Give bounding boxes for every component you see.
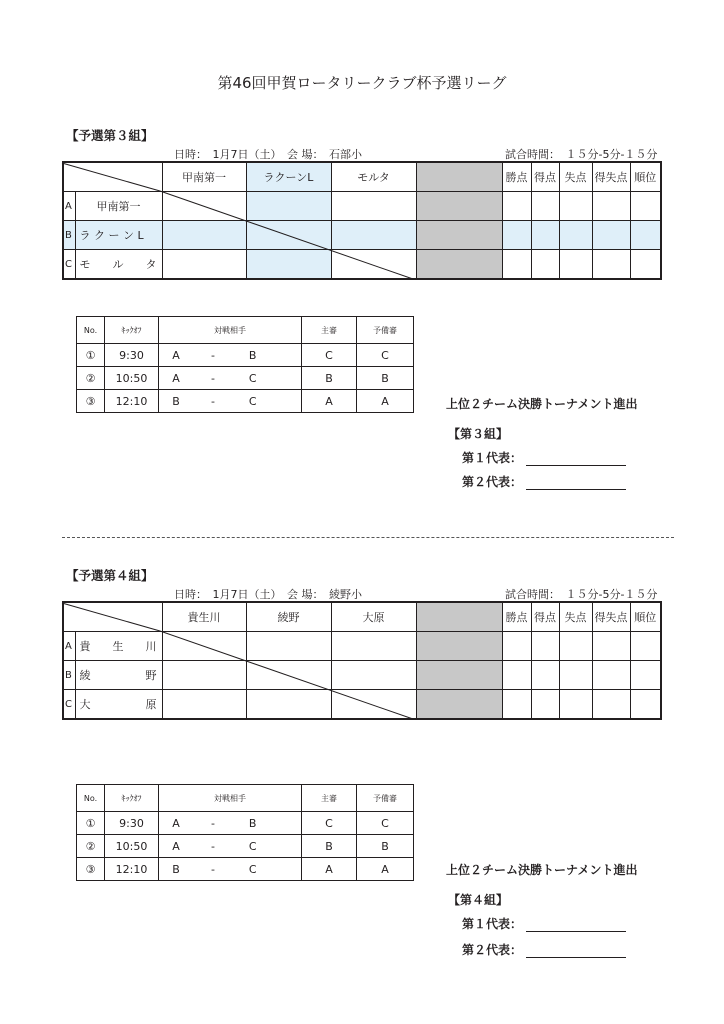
stat-cell xyxy=(502,661,531,690)
result-cell xyxy=(246,250,331,280)
result-cell xyxy=(246,690,331,720)
stat-cell xyxy=(559,250,592,280)
row-team-name: ラ ク ー ン L xyxy=(75,221,162,250)
col-header-goals-for: 得点 xyxy=(531,602,559,632)
home-team: A xyxy=(172,371,180,385)
row-team-name: 綾 野 xyxy=(75,661,162,690)
row-team-name: 貴 生 川 xyxy=(75,632,162,661)
match-dash: - xyxy=(210,371,215,385)
stat-cell xyxy=(559,690,592,720)
match-no: ① xyxy=(77,344,105,367)
match-dash: - xyxy=(210,394,215,408)
col-header-team-c: モルタ xyxy=(331,162,416,192)
match-dash: - xyxy=(210,862,215,876)
stat-cell xyxy=(502,192,531,221)
home-team: B xyxy=(172,862,180,876)
stat-cell xyxy=(531,632,559,661)
match-dash: - xyxy=(210,348,215,362)
kickoff-time: 12:10 xyxy=(105,390,159,413)
result-cell xyxy=(162,221,246,250)
stat-cell xyxy=(630,632,661,661)
group3-match-time: 試合時間： １５分-5分-１５分 xyxy=(505,148,658,161)
sub-referee: C xyxy=(357,812,414,835)
referee: A xyxy=(302,858,357,881)
away-team: B xyxy=(248,348,257,362)
group4-title: 【予選第４組】 xyxy=(66,568,154,583)
sub-referee: B xyxy=(357,367,414,390)
match-pair xyxy=(159,367,302,390)
sub-referee: B xyxy=(357,835,414,858)
rep2-blank-line[interactable] xyxy=(526,477,626,490)
match-pair xyxy=(159,390,302,413)
result-cell xyxy=(246,192,331,221)
stat-cell xyxy=(502,221,531,250)
row-team-name: モ ル タ xyxy=(75,250,162,280)
result-cell xyxy=(331,192,416,221)
col-header-rank: 順位 xyxy=(630,602,661,632)
group4-match-time: 試合時間： １５分-5分-１５分 xyxy=(505,588,658,601)
stat-cell xyxy=(592,690,630,720)
result-cell xyxy=(246,221,331,250)
kickoff-time: 10:50 xyxy=(105,835,159,858)
stat-cell xyxy=(559,221,592,250)
stat-cell xyxy=(559,632,592,661)
header-sub-referee: 予備審 xyxy=(357,317,414,344)
blank-cell xyxy=(416,632,502,661)
header-referee: 主審 xyxy=(302,785,357,812)
col-header-goal-diff: 得失点 xyxy=(592,162,630,192)
rep1-blank-line[interactable] xyxy=(526,919,626,932)
page-title: 第46回甲賀ロータリークラブ杯予選リーグ xyxy=(217,74,507,92)
result-cell xyxy=(162,632,246,661)
row-team-name: 大 原 xyxy=(75,690,162,720)
referee: C xyxy=(302,344,357,367)
header-match: 対戦相手 xyxy=(159,317,302,344)
stat-cell xyxy=(531,690,559,720)
stat-cell xyxy=(502,690,531,720)
result-cell xyxy=(162,690,246,720)
stat-cell xyxy=(592,661,630,690)
col-header-rank: 順位 xyxy=(630,162,661,192)
stat-cell xyxy=(592,192,630,221)
home-team: B xyxy=(172,394,180,408)
col-header-team-b: ラクーンL xyxy=(246,162,331,192)
sub-referee: A xyxy=(357,858,414,881)
kickoff-time: 12:10 xyxy=(105,858,159,881)
result-cell xyxy=(162,661,246,690)
stat-cell xyxy=(630,690,661,720)
referee: C xyxy=(302,812,357,835)
col-header-win-points: 勝点 xyxy=(502,162,531,192)
blank-cell xyxy=(416,250,502,280)
stat-cell xyxy=(592,632,630,661)
away-team: C xyxy=(248,839,257,853)
result-cell xyxy=(162,192,246,221)
stat-cell xyxy=(630,250,661,280)
group4-rep1 xyxy=(462,915,626,932)
rep2-label: 第２代表： xyxy=(462,943,523,957)
match-pair xyxy=(159,858,302,881)
rep1-blank-line[interactable] xyxy=(526,453,626,466)
home-team: A xyxy=(172,839,180,853)
row-letter: C xyxy=(63,690,75,720)
stat-cell xyxy=(531,221,559,250)
stat-cell xyxy=(630,661,661,690)
away-team: C xyxy=(248,371,257,385)
rep2-blank-line[interactable] xyxy=(526,945,626,958)
col-header-goals-against: 失点 xyxy=(559,602,592,632)
col-header-win-points: 勝点 xyxy=(502,602,531,632)
group3-label: 【第３組】 xyxy=(448,427,509,441)
match-dash: - xyxy=(210,839,215,853)
header-no: No. xyxy=(77,785,105,812)
result-cell xyxy=(331,250,416,280)
group3-advance-note: 上位２チーム決勝トーナメント進出 xyxy=(446,397,638,411)
header-sub-referee: 予備審 xyxy=(357,785,414,812)
row-letter: B xyxy=(63,661,75,690)
match-no: ③ xyxy=(77,858,105,881)
col-header-team-b: 綾野 xyxy=(246,602,331,632)
match-dash: - xyxy=(210,816,215,830)
col-header-team-a: 甲南第一 xyxy=(162,162,246,192)
rep1-label: 第１代表： xyxy=(462,451,523,465)
match-no: ② xyxy=(77,367,105,390)
match-no: ③ xyxy=(77,390,105,413)
blank-cell xyxy=(416,690,502,720)
header-kickoff: ｷｯｸｵﾌ xyxy=(105,785,159,812)
stat-cell xyxy=(502,250,531,280)
col-header-goals-for: 得点 xyxy=(531,162,559,192)
result-cell xyxy=(246,632,331,661)
blank-column xyxy=(416,162,502,192)
group4-rep2 xyxy=(462,941,626,958)
group4-schedule-table xyxy=(76,784,414,881)
corner-cell xyxy=(63,602,162,632)
group3-rep1 xyxy=(462,449,626,466)
match-pair xyxy=(159,812,302,835)
group4-label: 【第４組】 xyxy=(448,893,509,907)
col-header-goal-diff: 得失点 xyxy=(592,602,630,632)
blank-cell xyxy=(416,661,502,690)
stat-cell xyxy=(630,221,661,250)
stat-cell xyxy=(592,250,630,280)
result-cell xyxy=(331,632,416,661)
group3-league-table xyxy=(62,161,662,280)
blank-cell xyxy=(416,221,502,250)
referee: B xyxy=(302,367,357,390)
group3-date-venue: 日時： 1月7日（土） 会 場： 石部小 xyxy=(174,148,362,161)
away-team: C xyxy=(248,394,257,408)
group3-title: 【予選第３組】 xyxy=(66,128,154,143)
group3-schedule-table xyxy=(76,316,414,413)
header-match: 対戦相手 xyxy=(159,785,302,812)
home-team: A xyxy=(172,816,180,830)
away-team: B xyxy=(248,816,257,830)
stat-cell xyxy=(559,192,592,221)
home-team: A xyxy=(172,348,180,362)
kickoff-time: 10:50 xyxy=(105,367,159,390)
group4-date-venue: 日時： 1月7日（土） 会 場： 綾野小 xyxy=(174,588,362,601)
result-cell xyxy=(331,221,416,250)
stat-cell xyxy=(531,661,559,690)
result-cell xyxy=(162,250,246,280)
corner-cell xyxy=(63,162,162,192)
row-letter: B xyxy=(63,221,75,250)
referee: A xyxy=(302,390,357,413)
group4-league-table xyxy=(62,601,662,720)
stat-cell xyxy=(559,661,592,690)
match-pair xyxy=(159,344,302,367)
result-cell xyxy=(246,661,331,690)
col-header-team-a: 貴生川 xyxy=(162,602,246,632)
section-divider xyxy=(62,537,674,538)
col-header-team-c: 大原 xyxy=(331,602,416,632)
rep1-label: 第１代表： xyxy=(462,917,523,931)
group4-advance-note: 上位２チーム決勝トーナメント進出 xyxy=(446,863,638,877)
stat-cell xyxy=(630,192,661,221)
away-team: C xyxy=(248,862,257,876)
kickoff-time: 9:30 xyxy=(105,344,159,367)
stat-cell xyxy=(531,192,559,221)
result-cell xyxy=(331,661,416,690)
kickoff-time: 9:30 xyxy=(105,812,159,835)
blank-cell xyxy=(416,192,502,221)
sub-referee: A xyxy=(357,390,414,413)
sub-referee: C xyxy=(357,344,414,367)
match-pair xyxy=(159,835,302,858)
col-header-goals-against: 失点 xyxy=(559,162,592,192)
result-cell xyxy=(331,690,416,720)
match-no: ① xyxy=(77,812,105,835)
rep2-label: 第２代表： xyxy=(462,475,523,489)
stat-cell xyxy=(592,221,630,250)
referee: B xyxy=(302,835,357,858)
header-kickoff: ｷｯｸｵﾌ xyxy=(105,317,159,344)
group3-rep2 xyxy=(462,473,626,490)
row-letter: A xyxy=(63,192,75,221)
header-no: No. xyxy=(77,317,105,344)
blank-column xyxy=(416,602,502,632)
row-team-name: 甲南第一 xyxy=(75,192,162,221)
header-referee: 主審 xyxy=(302,317,357,344)
row-letter: C xyxy=(63,250,75,280)
row-letter: A xyxy=(63,632,75,661)
match-no: ② xyxy=(77,835,105,858)
stat-cell xyxy=(531,250,559,280)
stat-cell xyxy=(502,632,531,661)
